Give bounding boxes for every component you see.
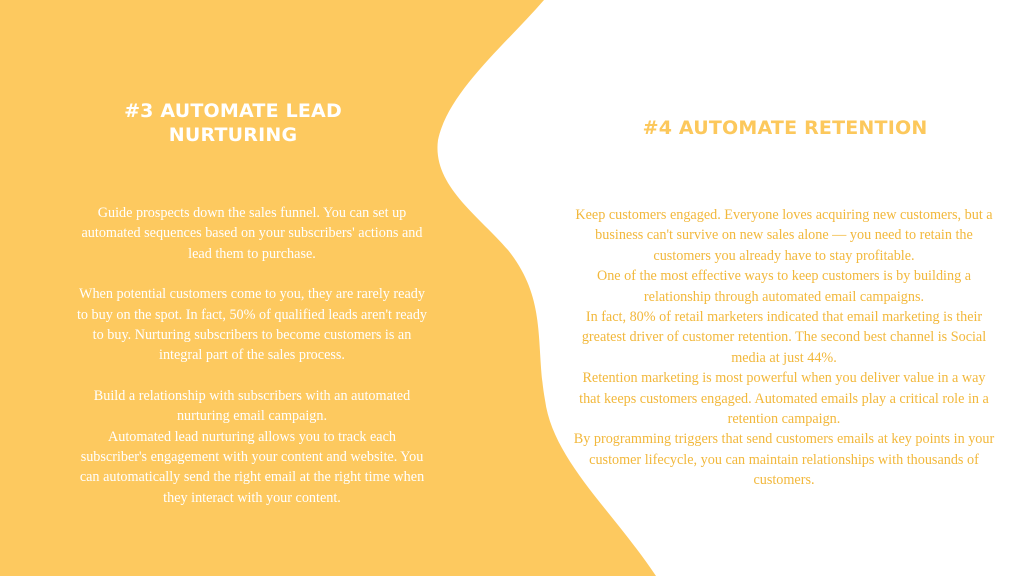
lead-nurturing-paragraph: When potential customers come to you, they are rarely ready to buy on the spot. In fact, 50% of qualified leads aren't ready to buy. Nurturing subscribers to become customers is an integral part of the sales process. xyxy=(76,286,428,364)
lead-nurturing-paragraph: Guide prospects down the sales funnel. You can set up automated sequences based on your subscribers' actions and lead them to purchase. xyxy=(81,205,423,262)
retention-body xyxy=(572,205,996,491)
retention-paragraph: Keep customers engaged. Everyone loves acquiring new customers, but a business can't survive on new sales alone — you need to retain the customers you already have to stay profitable. xyxy=(575,207,993,264)
lead-nurturing-paragraph: Build a relationship with subscribers with an automated nurturing email campaign. xyxy=(93,387,411,425)
retention-paragraph: Retention marketing is most powerful when you deliver value in a way that keeps customers engaged. Automated emails play a critical role in a retention campaign. xyxy=(579,370,989,428)
section-title-retention: #4 AUTOMATE RETENTION xyxy=(642,117,928,139)
retention-paragraph: By programming triggers that send customers emails at key points in your customer lifecycle, you can maintain relationships with thousands of customers. xyxy=(573,431,995,489)
lead-nurturing-paragraph: Automated lead nurturing allows you to track each subscriber's engagement with your content and website. You can automatically send the right email at the right time when they interact with your content. xyxy=(79,428,425,506)
retention-paragraph: One of the most effective ways to keep customers is by building a relationship through automated email campaigns. xyxy=(596,268,972,305)
lead-nurturing-body xyxy=(75,203,429,508)
section-title-lead-nurturing: #3 AUTOMATE LEAD NURTURING xyxy=(124,100,342,146)
retention-paragraph: In fact, 80% of retail marketers indicated that email marketing is their greatest driver of customer retention. The second best channel is Social media at just 44%. xyxy=(581,309,987,366)
